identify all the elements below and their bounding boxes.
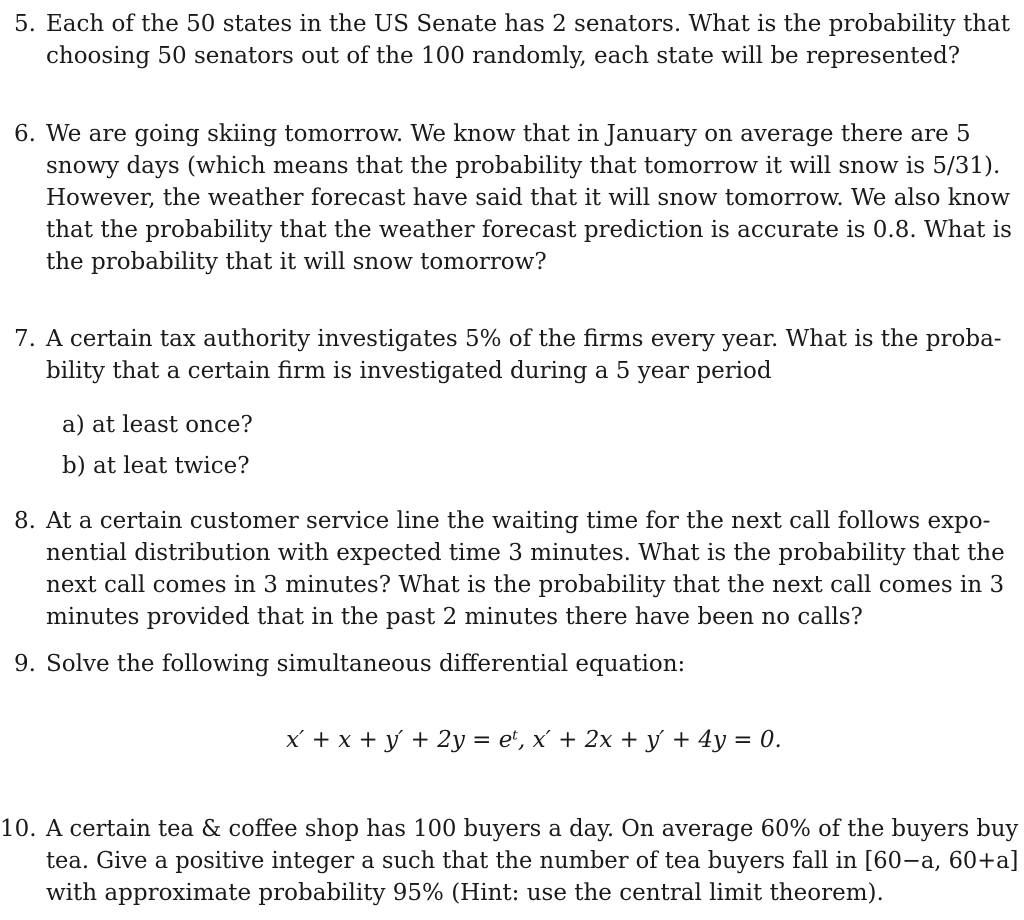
problem-text bbox=[46, 648, 1018, 680]
problem-line: that the probability that the weather forecast prediction is accurate is 0.8. What is bbox=[46, 217, 1012, 243]
problem-text bbox=[46, 505, 1018, 633]
problem-line: the probability that it will snow tomorrow? bbox=[46, 249, 547, 275]
problem-line: bility that a certain firm is investigated during a 5 year period bbox=[46, 358, 772, 384]
subquestion-a: a) at least once? bbox=[62, 412, 253, 438]
problem-line: next call comes in 3 minutes? What is the probability that the next call comes in 3 bbox=[46, 572, 1005, 598]
problem-number: 9. bbox=[14, 651, 36, 677]
problem-number: 10. bbox=[0, 816, 37, 842]
problem-line: minutes provided that in the past 2 minutes there have been no calls? bbox=[46, 604, 863, 630]
problem-number: 8. bbox=[14, 508, 36, 534]
problem-number: 5. bbox=[14, 11, 36, 37]
problem-line: At a certain customer service line the waiting time for the next call follows expo- bbox=[46, 508, 991, 534]
problem-line: Solve the following simultaneous differential equation: bbox=[46, 651, 686, 677]
differential-equation: x′ + x + y′ + 2y = eᵗ, x′ + 2x + y′ + 4y = 0. bbox=[286, 727, 782, 753]
problem-line: A certain tax authority investigates 5% of the firms every year. What is the proba- bbox=[46, 326, 1002, 352]
problem-number: 6. bbox=[14, 121, 36, 147]
problem-line: nential distribution with expected time 3 minutes. What is the probability that the bbox=[46, 540, 1005, 566]
problem-text bbox=[46, 323, 1018, 387]
problem-text bbox=[46, 813, 1018, 909]
problem-number: 7. bbox=[14, 326, 36, 352]
problem-text bbox=[46, 118, 1018, 278]
subquestion-b: b) at leat twice? bbox=[62, 453, 250, 479]
problem-line: tea. Give a positive integer a such that the number of tea buyers fall in [60−a, 60+a] bbox=[46, 848, 1019, 874]
problem-line: Each of the 50 states in the US Senate has 2 senators. What is the probability that bbox=[46, 11, 1010, 37]
problem-line: with approximate probability 95% (Hint: use the central limit theorem). bbox=[46, 880, 884, 906]
problem-line: choosing 50 senators out of the 100 randomly, each state will be represented? bbox=[46, 43, 961, 69]
problem-line: A certain tea & coffee shop has 100 buyers a day. On average 60% of the buyers buy bbox=[46, 816, 1019, 842]
problem-line: We are going skiing tomorrow. We know that in January on average there are 5 bbox=[46, 121, 971, 147]
problem-text bbox=[46, 8, 1018, 72]
problem-line: However, the weather forecast have said that it will snow tomorrow. We also know bbox=[46, 185, 1011, 211]
problem-line: snowy days (which means that the probability that tomorrow it will snow is 5/31). bbox=[46, 153, 1001, 179]
